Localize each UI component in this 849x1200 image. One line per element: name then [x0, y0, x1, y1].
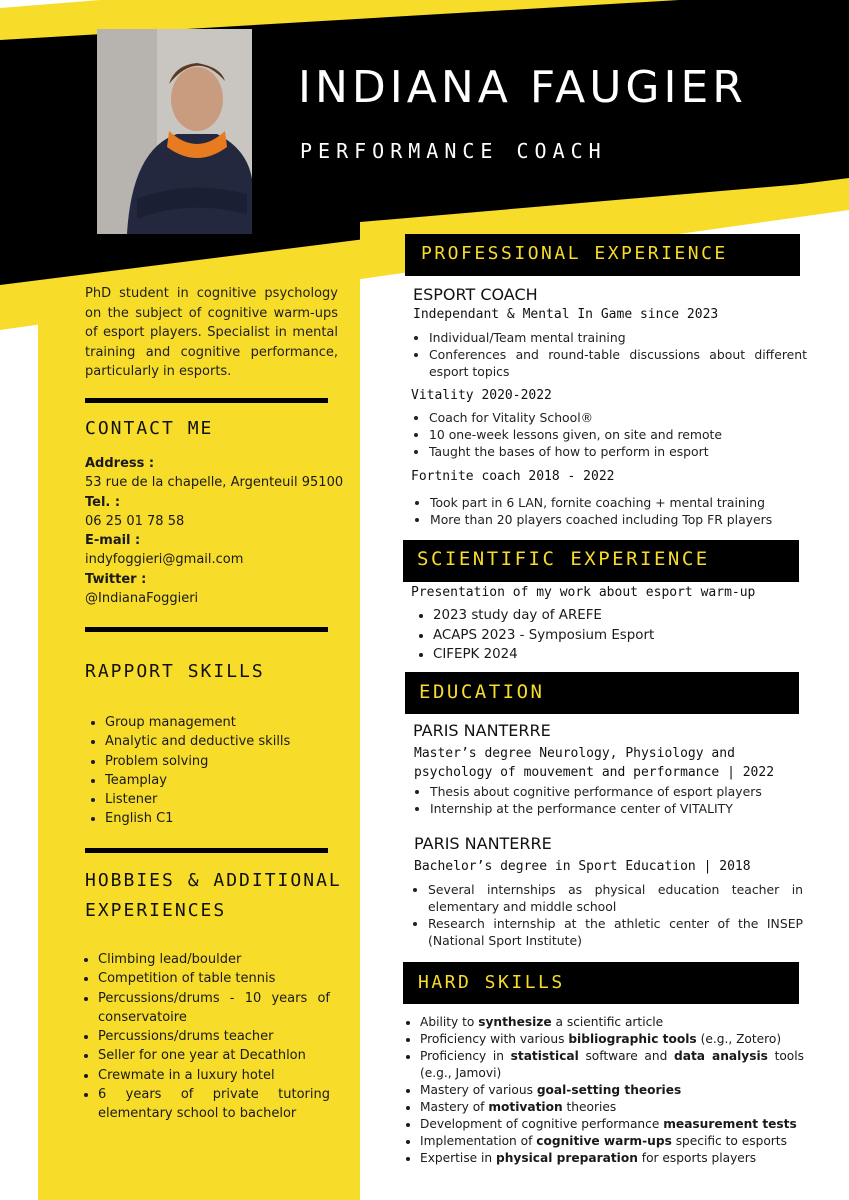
list-item: • Coach for Vitality School® — [429, 409, 807, 426]
rapport-skills-list — [105, 713, 335, 829]
list-item: • Crewmate in a luxury hotel — [98, 1066, 330, 1085]
divider — [85, 848, 328, 853]
education-heading: EDUCATION — [419, 681, 545, 703]
list-item: • Mastery of various goal-setting theories — [420, 1082, 804, 1099]
list-item: • ACAPS 2023 - Symposium Esport — [433, 626, 803, 646]
job2-list — [429, 409, 807, 460]
hobbies-list — [98, 950, 330, 1124]
profile-photo — [97, 29, 252, 234]
twitter-label: Twitter : — [85, 571, 147, 587]
job3-subtitle: Fortnite coach 2018 - 2022 — [411, 469, 615, 484]
list-item: • 10 one-week lessons given, on site and remote — [429, 426, 807, 443]
list-item: • Expertise in physical preparation for esports players — [420, 1150, 804, 1167]
list-item: • Several internships as physical education teacher in elementary and middle school — [428, 881, 803, 915]
list-item: • Seller for one year at Decathlon — [98, 1046, 330, 1065]
list-item: • Taught the bases of how to perform in esport — [429, 443, 807, 460]
list-item: • Analytic and deductive skills — [105, 732, 335, 751]
list-item: • Development of cognitive performance measurement tests — [420, 1116, 804, 1133]
profile-summary: PhD student in cognitive psychology on the subject of cognitive warm-ups of esport players. Specialist in mental training and cognitive performance, particularly in esports. — [85, 286, 338, 379]
list-item: • Problem solving — [105, 752, 335, 771]
twitter-value[interactable]: @IndianaFoggieri — [85, 591, 199, 607]
list-item: • 2023 study day of AREFE — [433, 606, 803, 626]
candidate-role: PERFORMANCE COACH — [300, 139, 607, 163]
divider — [85, 627, 328, 632]
list-item: • More than 20 players coached including Top FR players — [430, 511, 807, 528]
school2-name: PARIS NANTERRE — [414, 834, 552, 853]
scientific-heading-bar — [403, 540, 799, 582]
job1-subtitle: Independant & Mental In Game since 2023 — [413, 307, 719, 322]
list-item: • Proficiency in statistical software and data analysis tools (e.g., Jamovi) — [420, 1048, 804, 1082]
job3-list — [430, 494, 807, 528]
professional-heading-bar — [405, 234, 800, 276]
degree2-list — [428, 881, 803, 949]
address-label: Address : — [85, 456, 155, 471]
contact-heading: CONTACT ME — [85, 418, 214, 439]
list-item: • English C1 — [105, 809, 335, 828]
list-item: • Mastery of motivation theories — [420, 1099, 804, 1116]
address-value: 53 rue de la chapelle, Argenteuil 95100 — [85, 475, 344, 491]
list-item: • Took part in 6 LAN, fornite coaching + mental training — [430, 494, 807, 511]
list-item: • Percussions/drums - 10 years of conservatoire — [98, 989, 330, 1028]
divider — [85, 398, 328, 403]
tel-value: 06 25 01 78 58 — [85, 513, 185, 529]
education-heading-bar — [405, 672, 799, 714]
degree2-title: Bachelor’s degree in Sport Education | 2018 — [414, 859, 751, 874]
list-item: • 6 years of private tutoring elementary school to bachelor — [98, 1085, 330, 1124]
list-item: • Individual/Team mental training — [429, 329, 807, 346]
tel-label: Tel. : — [85, 494, 121, 510]
list-item: • CIFEPK 2024 — [433, 645, 803, 665]
list-item: • Teamplay — [105, 771, 335, 790]
scientific-list — [433, 606, 803, 665]
list-item: • Implementation of cognitive warm-ups specific to esports — [420, 1133, 804, 1150]
list-item: • Listener — [105, 790, 335, 809]
degree1-list — [430, 783, 807, 817]
list-item: • Thesis about cognitive performance of esport players — [430, 783, 807, 800]
school1-name: PARIS NANTERRE — [413, 721, 551, 740]
email-label: E-mail : — [85, 533, 141, 549]
list-item: • Research internship at the athletic center of the INSEP (National Sport Institute) — [428, 915, 803, 949]
degree1-line1: Master’s degree Neurology, Physiology and — [414, 746, 735, 761]
list-item: • Percussions/drums teacher — [98, 1027, 330, 1046]
list-item: • Conferences and round-table discussions about different esport topics — [429, 346, 807, 380]
list-item: • Climbing lead/boulder — [98, 950, 330, 969]
job-title: ESPORT COACH — [413, 285, 538, 304]
list-item: • Ability to synthesize a scientific article — [420, 1014, 804, 1031]
professional-heading: PROFESSIONAL EXPERIENCE — [421, 243, 728, 264]
list-item: • Group management — [105, 713, 335, 732]
list-item: • Proficiency with various bibliographic tools (e.g., Zotero) — [420, 1031, 804, 1048]
rapport-skills-heading: RAPPORT SKILLS — [85, 661, 265, 682]
scientific-subtitle: Presentation of my work about esport warm-up — [411, 585, 756, 600]
degree1-line2: psychology of mouvement and performance | 2022 — [414, 765, 775, 780]
hard-skills-heading: HARD SKILLS — [418, 972, 565, 993]
contact-block — [85, 454, 355, 608]
scientific-heading: SCIENTIFIC EXPERIENCE — [417, 548, 710, 570]
email-value[interactable]: indyfoggieri@gmail.com — [85, 552, 244, 568]
hard-skills-list — [420, 1014, 804, 1167]
hard-skills-heading-bar — [403, 962, 799, 1004]
candidate-name: INDIANA FAUGIER — [298, 62, 747, 113]
job1-list — [429, 329, 807, 380]
hobbies-heading: HOBBIES & ADDITIONAL EXPERIENCES — [85, 870, 342, 921]
list-item: • Competition of table tennis — [98, 969, 330, 988]
list-item: • Internship at the performance center of VITALITY — [430, 800, 807, 817]
job2-subtitle: Vitality 2020-2022 — [411, 388, 552, 403]
